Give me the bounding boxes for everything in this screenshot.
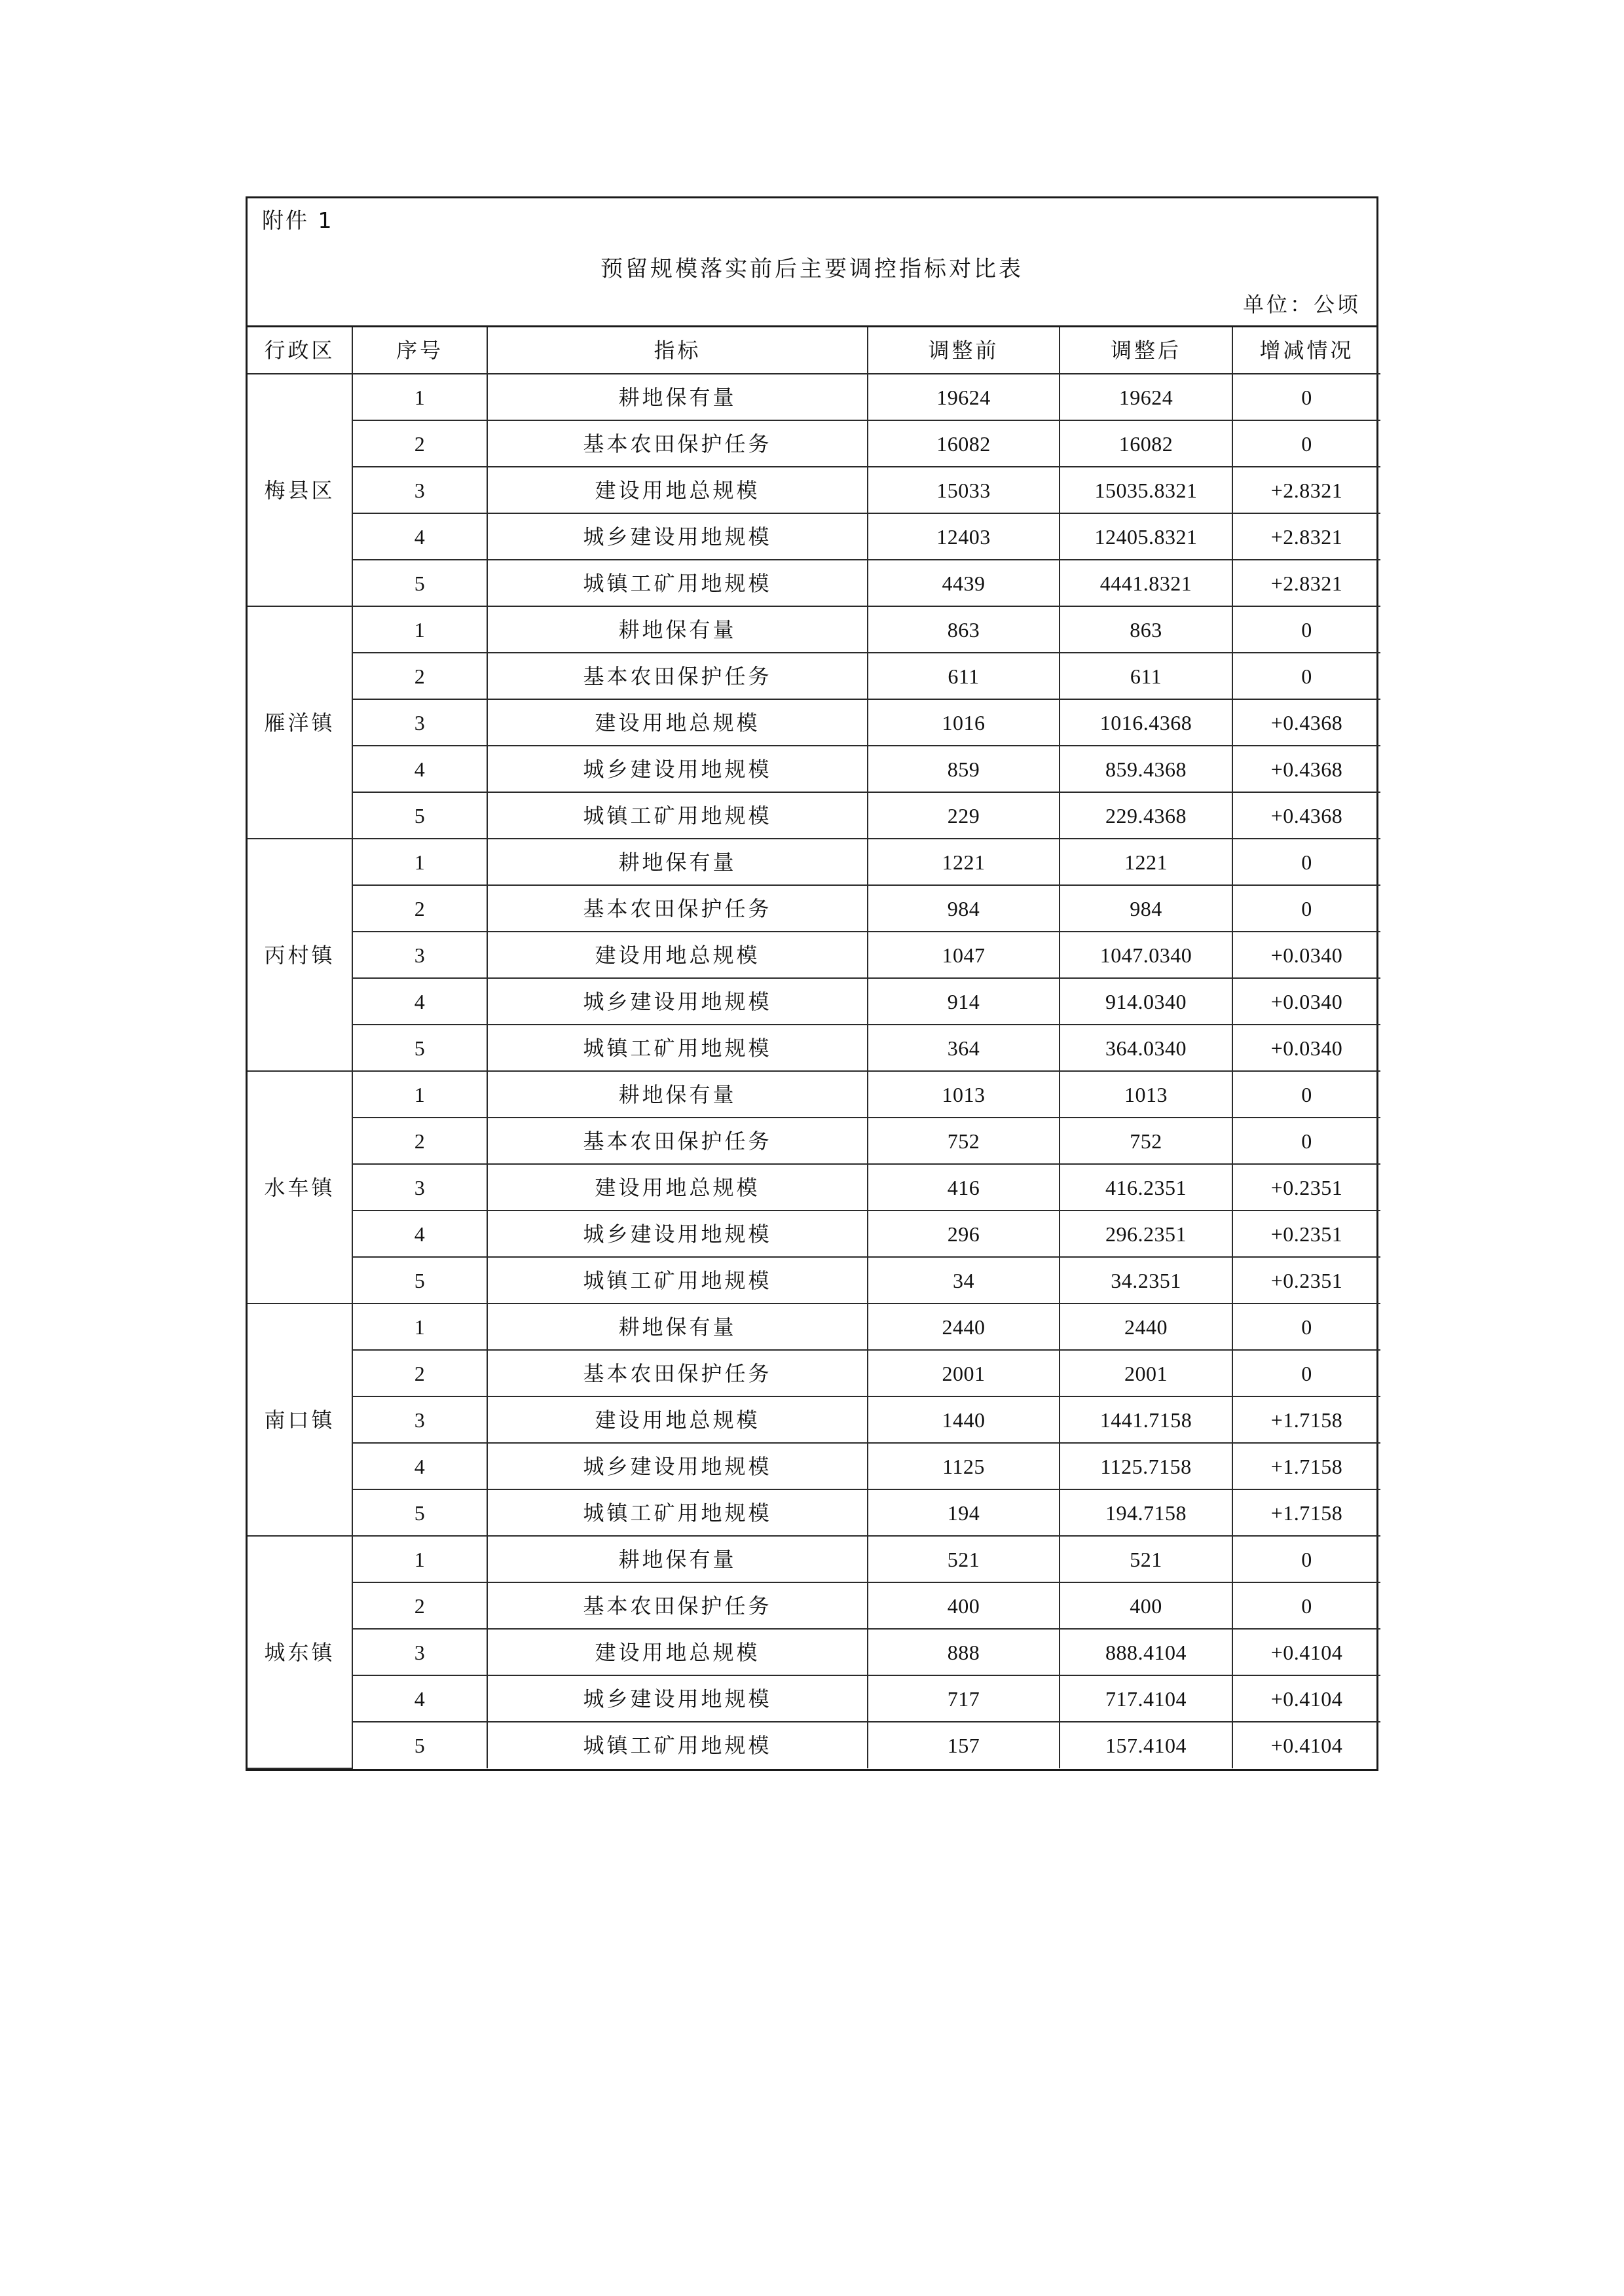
cell-indicator: 城镇工矿用地规模	[487, 1257, 868, 1303]
cell-change: 0	[1232, 839, 1380, 885]
table-row	[248, 885, 1380, 932]
cell-seq: 1	[352, 606, 487, 653]
cell-indicator: 建设用地总规模	[487, 1629, 868, 1675]
cell-after: 157.4104	[1060, 1722, 1232, 1768]
table-row	[248, 374, 1380, 420]
table-caption-block	[248, 198, 1376, 327]
cell-change: +0.2351	[1232, 1257, 1380, 1303]
cell-before: 16082	[868, 420, 1060, 467]
cell-change: 0	[1232, 606, 1380, 653]
cell-seq: 4	[352, 1675, 487, 1722]
cell-change: +1.7158	[1232, 1396, 1380, 1443]
cell-after: 717.4104	[1060, 1675, 1232, 1722]
table-row	[248, 1489, 1380, 1536]
cell-seq: 2	[352, 653, 487, 699]
cell-after: 1441.7158	[1060, 1396, 1232, 1443]
cell-before: 34	[868, 1257, 1060, 1303]
cell-district: 雁洋镇	[248, 606, 352, 839]
cell-indicator: 基本农田保护任务	[487, 653, 868, 699]
cell-change: 0	[1232, 1118, 1380, 1164]
cell-seq: 4	[352, 1443, 487, 1489]
table-row	[248, 560, 1380, 606]
cell-seq: 5	[352, 1257, 487, 1303]
cell-before: 157	[868, 1722, 1060, 1768]
cell-seq: 2	[352, 1582, 487, 1629]
column-header-indicator: 指标	[487, 327, 868, 374]
table-row	[248, 1025, 1380, 1071]
table-row	[248, 1675, 1380, 1722]
table-row	[248, 1071, 1380, 1118]
cell-seq: 4	[352, 513, 487, 560]
cell-change: +2.8321	[1232, 467, 1380, 513]
table-row	[248, 653, 1380, 699]
cell-before: 888	[868, 1629, 1060, 1675]
cell-change: 0	[1232, 1536, 1380, 1582]
cell-change: 0	[1232, 1582, 1380, 1629]
cell-seq: 5	[352, 1489, 487, 1536]
indicator-comparison-table	[248, 327, 1380, 1769]
cell-change: 0	[1232, 1303, 1380, 1350]
cell-seq: 3	[352, 1164, 487, 1211]
table-row	[248, 978, 1380, 1025]
table-row	[248, 1164, 1380, 1211]
cell-seq: 2	[352, 420, 487, 467]
cell-change: +0.2351	[1232, 1211, 1380, 1257]
cell-indicator: 城乡建设用地规模	[487, 513, 868, 560]
cell-indicator: 建设用地总规模	[487, 1164, 868, 1211]
table-row	[248, 1582, 1380, 1629]
cell-district: 丙村镇	[248, 839, 352, 1071]
unit-label: 单位：公顷	[1242, 292, 1361, 317]
cell-after: 1016.4368	[1060, 699, 1232, 746]
cell-before: 229	[868, 792, 1060, 839]
cell-seq: 4	[352, 746, 487, 792]
cell-seq: 1	[352, 374, 487, 420]
cell-indicator: 城乡建设用地规模	[487, 1443, 868, 1489]
cell-before: 400	[868, 1582, 1060, 1629]
cell-before: 859	[868, 746, 1060, 792]
table-row	[248, 1396, 1380, 1443]
cell-indicator: 城镇工矿用地规模	[487, 1722, 868, 1768]
cell-change: +2.8321	[1232, 513, 1380, 560]
cell-seq: 5	[352, 1722, 487, 1768]
cell-indicator: 建设用地总规模	[487, 932, 868, 978]
cell-seq: 5	[352, 1025, 487, 1071]
cell-before: 194	[868, 1489, 1060, 1536]
cell-after: 19624	[1060, 374, 1232, 420]
cell-before: 611	[868, 653, 1060, 699]
cell-indicator: 基本农田保护任务	[487, 1350, 868, 1396]
cell-seq: 1	[352, 1071, 487, 1118]
cell-before: 15033	[868, 467, 1060, 513]
cell-before: 19624	[868, 374, 1060, 420]
table-row	[248, 420, 1380, 467]
cell-indicator: 城镇工矿用地规模	[487, 1489, 868, 1536]
cell-after: 1125.7158	[1060, 1443, 1232, 1489]
cell-after: 296.2351	[1060, 1211, 1232, 1257]
cell-before: 1016	[868, 699, 1060, 746]
cell-indicator: 城乡建设用地规模	[487, 1211, 868, 1257]
cell-indicator: 耕地保有量	[487, 1071, 868, 1118]
cell-after: 914.0340	[1060, 978, 1232, 1025]
cell-change: 0	[1232, 1350, 1380, 1396]
cell-change: 0	[1232, 1071, 1380, 1118]
cell-change: 0	[1232, 653, 1380, 699]
cell-indicator: 城镇工矿用地规模	[487, 792, 868, 839]
cell-before: 717	[868, 1675, 1060, 1722]
cell-change: +1.7158	[1232, 1443, 1380, 1489]
column-header-seq: 序号	[352, 327, 487, 374]
cell-indicator: 耕地保有量	[487, 839, 868, 885]
cell-after: 1047.0340	[1060, 932, 1232, 978]
cell-change: +0.4104	[1232, 1675, 1380, 1722]
cell-after: 34.2351	[1060, 1257, 1232, 1303]
table-row	[248, 1303, 1380, 1350]
cell-change: +1.7158	[1232, 1489, 1380, 1536]
cell-before: 752	[868, 1118, 1060, 1164]
cell-after: 229.4368	[1060, 792, 1232, 839]
cell-seq: 3	[352, 467, 487, 513]
cell-district: 南口镇	[248, 1303, 352, 1536]
cell-seq: 3	[352, 1629, 487, 1675]
cell-seq: 3	[352, 1396, 487, 1443]
cell-district: 梅县区	[248, 374, 352, 606]
cell-district: 城东镇	[248, 1536, 352, 1768]
table-row	[248, 699, 1380, 746]
cell-before: 416	[868, 1164, 1060, 1211]
cell-indicator: 城镇工矿用地规模	[487, 560, 868, 606]
cell-seq: 4	[352, 1211, 487, 1257]
cell-change: +0.4368	[1232, 746, 1380, 792]
cell-before: 1047	[868, 932, 1060, 978]
column-header-change: 增减情况	[1232, 327, 1380, 374]
table-header-row	[248, 327, 1380, 374]
cell-change: +0.4104	[1232, 1722, 1380, 1768]
cell-indicator: 耕地保有量	[487, 1303, 868, 1350]
cell-indicator: 城乡建设用地规模	[487, 978, 868, 1025]
cell-indicator: 耕地保有量	[487, 374, 868, 420]
cell-after: 15035.8321	[1060, 467, 1232, 513]
cell-seq: 2	[352, 1350, 487, 1396]
cell-before: 2001	[868, 1350, 1060, 1396]
table-row	[248, 1443, 1380, 1489]
cell-after: 859.4368	[1060, 746, 1232, 792]
table-row	[248, 1118, 1380, 1164]
cell-change: +0.0340	[1232, 978, 1380, 1025]
table-row	[248, 839, 1380, 885]
cell-before: 2440	[868, 1303, 1060, 1350]
cell-after: 194.7158	[1060, 1489, 1232, 1536]
cell-after: 1013	[1060, 1071, 1232, 1118]
cell-indicator: 耕地保有量	[487, 606, 868, 653]
cell-indicator: 建设用地总规模	[487, 467, 868, 513]
cell-seq: 2	[352, 1118, 487, 1164]
cell-after: 12405.8321	[1060, 513, 1232, 560]
cell-indicator: 基本农田保护任务	[487, 420, 868, 467]
attachment-label: 附件 1	[262, 208, 334, 233]
cell-before: 863	[868, 606, 1060, 653]
cell-indicator: 城乡建设用地规模	[487, 1675, 868, 1722]
cell-change: +2.8321	[1232, 560, 1380, 606]
cell-seq: 5	[352, 792, 487, 839]
cell-after: 1221	[1060, 839, 1232, 885]
cell-indicator: 城镇工矿用地规模	[487, 1025, 868, 1071]
cell-indicator: 基本农田保护任务	[487, 1118, 868, 1164]
comparison-table-sheet	[246, 196, 1378, 1771]
cell-after: 888.4104	[1060, 1629, 1232, 1675]
cell-after: 521	[1060, 1536, 1232, 1582]
cell-change: 0	[1232, 374, 1380, 420]
cell-after: 863	[1060, 606, 1232, 653]
table-row	[248, 792, 1380, 839]
table-row	[248, 932, 1380, 978]
cell-after: 984	[1060, 885, 1232, 932]
cell-before: 1440	[868, 1396, 1060, 1443]
cell-after: 416.2351	[1060, 1164, 1232, 1211]
cell-before: 12403	[868, 513, 1060, 560]
cell-before: 364	[868, 1025, 1060, 1071]
cell-change: +0.4368	[1232, 699, 1380, 746]
cell-before: 4439	[868, 560, 1060, 606]
cell-indicator: 基本农田保护任务	[487, 1582, 868, 1629]
cell-change: 0	[1232, 885, 1380, 932]
cell-indicator: 城乡建设用地规模	[487, 746, 868, 792]
cell-district: 水车镇	[248, 1071, 352, 1303]
cell-change: +0.2351	[1232, 1164, 1380, 1211]
cell-seq: 1	[352, 1303, 487, 1350]
cell-change: +0.0340	[1232, 1025, 1380, 1071]
table-row	[248, 746, 1380, 792]
table-row	[248, 606, 1380, 653]
cell-indicator: 耕地保有量	[487, 1536, 868, 1582]
table-row	[248, 1629, 1380, 1675]
cell-seq: 1	[352, 1536, 487, 1582]
cell-after: 2440	[1060, 1303, 1232, 1350]
cell-seq: 1	[352, 839, 487, 885]
cell-before: 1125	[868, 1443, 1060, 1489]
column-header-before: 调整前	[868, 327, 1060, 374]
cell-after: 364.0340	[1060, 1025, 1232, 1071]
table-row	[248, 1536, 1380, 1582]
cell-indicator: 建设用地总规模	[487, 699, 868, 746]
cell-after: 400	[1060, 1582, 1232, 1629]
cell-before: 914	[868, 978, 1060, 1025]
table-row	[248, 1211, 1380, 1257]
table-row	[248, 467, 1380, 513]
cell-before: 296	[868, 1211, 1060, 1257]
cell-after: 2001	[1060, 1350, 1232, 1396]
cell-after: 16082	[1060, 420, 1232, 467]
cell-change: 0	[1232, 420, 1380, 467]
cell-before: 521	[868, 1536, 1060, 1582]
table-row	[248, 1722, 1380, 1768]
table-body	[248, 374, 1380, 1768]
cell-after: 611	[1060, 653, 1232, 699]
cell-seq: 3	[352, 699, 487, 746]
cell-seq: 4	[352, 978, 487, 1025]
table-row	[248, 513, 1380, 560]
cell-change: +0.4368	[1232, 792, 1380, 839]
cell-indicator: 建设用地总规模	[487, 1396, 868, 1443]
cell-after: 752	[1060, 1118, 1232, 1164]
cell-change: +0.4104	[1232, 1629, 1380, 1675]
cell-seq: 3	[352, 932, 487, 978]
column-header-district: 行政区	[248, 327, 352, 374]
table-row	[248, 1257, 1380, 1303]
table-row	[248, 1350, 1380, 1396]
cell-before: 1013	[868, 1071, 1060, 1118]
cell-before: 1221	[868, 839, 1060, 885]
page-title: 预留规模落实前后主要调控指标对比表	[600, 256, 1024, 282]
cell-seq: 2	[352, 885, 487, 932]
cell-after: 4441.8321	[1060, 560, 1232, 606]
cell-seq: 5	[352, 560, 487, 606]
cell-before: 984	[868, 885, 1060, 932]
column-header-after: 调整后	[1060, 327, 1232, 374]
cell-change: +0.0340	[1232, 932, 1380, 978]
cell-indicator: 基本农田保护任务	[487, 885, 868, 932]
